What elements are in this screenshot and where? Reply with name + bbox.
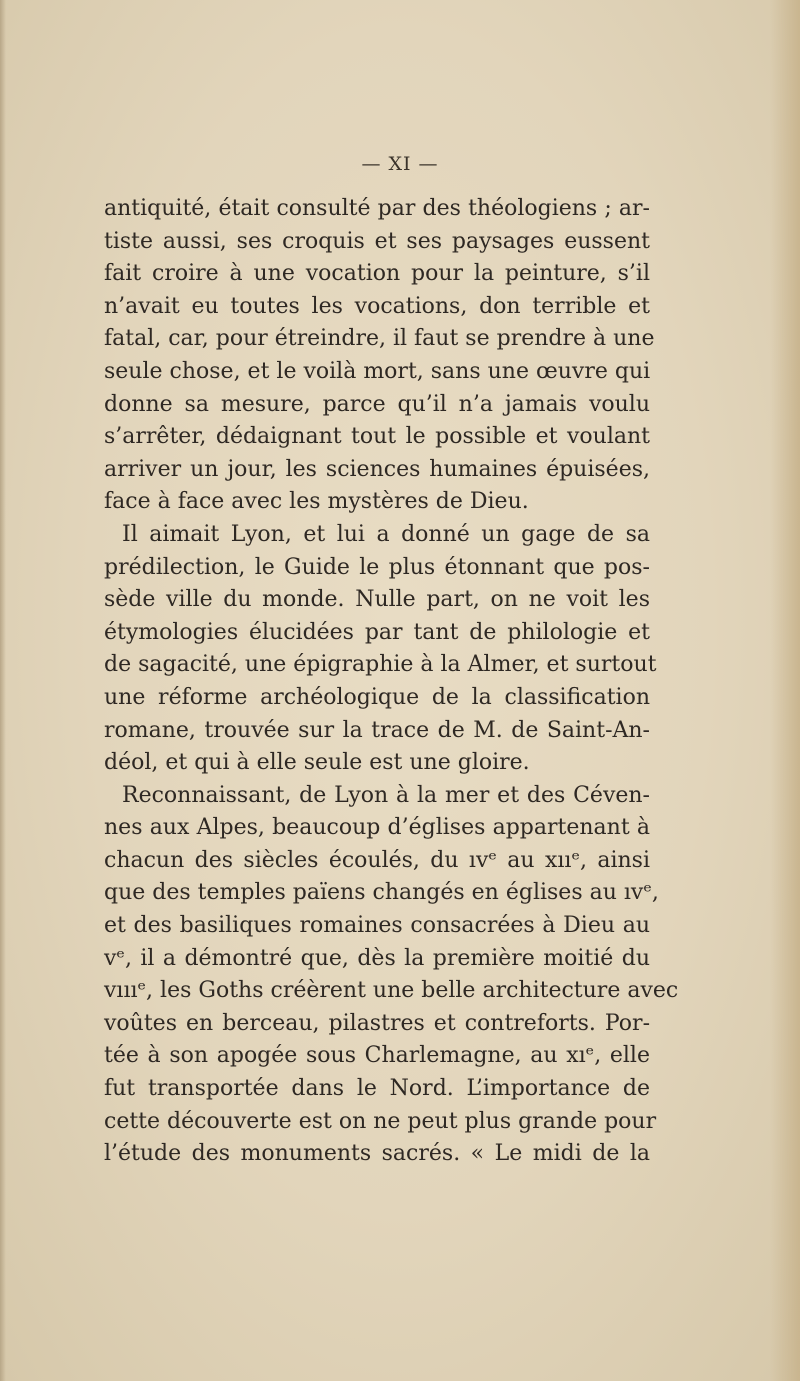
text-line: fait croire à une vocation pour la peinture, s’il [104, 261, 650, 287]
text-line: Il aimait Lyon, et lui a donné un gage de sa [122, 521, 650, 547]
text-line: l’étude des monuments sacrés. « Le midi de la [104, 1141, 650, 1167]
page-number-header: — XI — [361, 153, 439, 175]
text-line: de sagacité, une épigraphie à la Almer, et surtout [104, 652, 657, 678]
text-line: seule chose, et le voilà mort, sans une œuvre qui [104, 358, 651, 384]
text-line: Reconnaissant, de Lyon à la mer et des Céven- [122, 782, 650, 808]
page-edge-right [770, 0, 800, 1381]
text-line: romane, trouvée sur la trace de M. de Saint-An- [104, 717, 650, 743]
text-line: vıııᵉ, les Goths créèrent une belle architecture avec [104, 978, 679, 1004]
text-line: tée à son apogée sous Charlemagne, au xıᵉ, elle [104, 1043, 650, 1069]
text-line: cette découverte est on ne peut plus grande pour [104, 1108, 657, 1134]
text-line: tiste aussi, ses croquis et ses paysages eussent [104, 228, 650, 254]
text-line: vᵉ, il a démontré que, dès la première moitié du [104, 945, 650, 971]
text-line: face à face avec les mystères de Dieu. [104, 489, 529, 515]
text-line: que des temples païens changés en églises au ıvᵉ, [104, 880, 659, 906]
text-line: prédilection, le Guide le plus étonnant que pos- [104, 554, 650, 580]
text-line: une réforme archéologique de la classification [104, 684, 650, 710]
text-line: déol, et qui à elle seule est une gloire. [104, 750, 530, 776]
text-line: arriver un jour, les sciences humaines épuisées, [104, 456, 650, 482]
text-line: voûtes en berceau, pilastres et contreforts. Por- [104, 1010, 650, 1036]
text-line: donne sa mesure, parce qu’il n’a jamais voulu [104, 391, 650, 417]
body-text [104, 193, 679, 1171]
text-line: s’arrêter, dédaignant tout le possible et voulant [104, 424, 650, 450]
text-line: étymologies élucidées par tant de philologie et [104, 619, 650, 645]
text-line: fatal, car, pour étreindre, il faut se prendre à une [104, 326, 655, 352]
text-line: antiquité, était consulté par des théologiens ; ar- [104, 196, 650, 221]
page-edge-left [0, 0, 6, 1381]
text-line: n’avait eu toutes les vocations, don terrible et [104, 293, 650, 319]
text-line: nes aux Alpes, beaucoup d’églises appartenant à [104, 815, 650, 841]
text-line: chacun des siècles écoulés, du ıvᵉ au xııᵉ, ainsi [104, 847, 650, 873]
text-line: sède ville du monde. Nulle part, on ne voit les [104, 587, 650, 613]
text-line: fut transportée dans le Nord. L’importance de [104, 1076, 650, 1102]
text-line: et des basiliques romaines consacrées à Dieu au [104, 913, 650, 939]
